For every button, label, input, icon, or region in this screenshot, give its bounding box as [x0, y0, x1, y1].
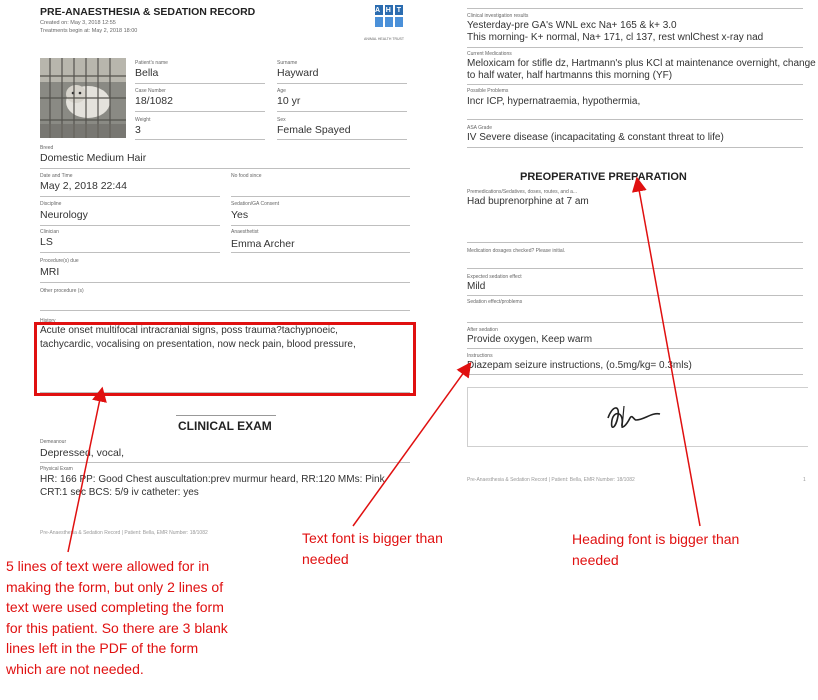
clin-inv-label: Clinical investigation results	[467, 13, 529, 19]
note-heading-font	[572, 529, 739, 570]
physical-exam-label: Physical Exam	[40, 466, 73, 472]
clin-inv-line-1: Yesterday-pre GA's WNL exc Na+ 165 & k+ 3.0	[467, 20, 677, 31]
arrow-to-text-font	[353, 368, 467, 526]
sex: Female Spayed	[277, 124, 351, 136]
weight-label: Weight	[135, 117, 151, 123]
note-line: which are not needed.	[6, 660, 144, 677]
asa-label: ASA Grade	[467, 125, 493, 131]
note-line: needed	[572, 551, 619, 568]
medications-line-1: Meloxicam for stifle dz, Hartmann's plus KCl at maintenance overnight, change	[467, 58, 816, 69]
note-line: text were used completing the form	[6, 599, 224, 615]
after-sedation: Provide oxygen, Keep warm	[467, 334, 593, 345]
case-number: 18/1082	[135, 95, 173, 107]
record-title: PRE-ANAESTHESIA & SEDATION RECORD	[40, 6, 256, 18]
right-page-footer: Pre-Anaesthesia & Sedation Record | Patient: Bella, EMR Number: 18/1082	[467, 477, 635, 483]
date-label: Date and Time	[40, 173, 73, 179]
history-label: History	[40, 318, 56, 324]
age: 10 yr	[277, 95, 301, 107]
problems-label: Possible Problems	[467, 88, 509, 94]
demeanour-label: Demeanour	[40, 439, 67, 445]
note-line: Heading font is bigger than	[572, 531, 740, 547]
aht-logo-subtitle: ANIMAL HEALTH TRUST	[364, 37, 404, 41]
dosage-check-label: Medication dosages checked? Please initial.	[467, 248, 566, 254]
history-line-1: Acute onset multifocal intracranial signs, poss trauma?tachypnoeic,	[40, 325, 338, 336]
after-sedation-label: After sedation	[467, 327, 498, 333]
patient-name: Bella	[135, 67, 159, 79]
patient-name-label: Patient's name	[135, 60, 168, 66]
created-date: Created on: May 3, 2018 12:55	[40, 20, 116, 26]
anaesthetist: Emma Archer	[231, 238, 295, 250]
preop-heading: PREOPERATIVE PREPARATION	[520, 171, 687, 183]
note-line: needed	[302, 550, 349, 567]
weight: 3	[135, 124, 141, 136]
consent-label: Sedation/GA Consent	[231, 201, 280, 207]
procedure-label: Procedure(s) due	[40, 258, 79, 264]
note-line: lines left in the PDF of the form	[6, 640, 199, 656]
other-procedure-label: Other procedure (s)	[40, 288, 84, 294]
arrow-to-heading	[638, 184, 700, 526]
note-unused-lines	[6, 556, 228, 679]
demeanour: Depressed, vocal,	[40, 447, 125, 459]
premed-label: Premedications/Sedatives, doses, routes, and a...	[467, 189, 578, 195]
no-food-label: No food since	[231, 173, 262, 179]
clinician: LS	[40, 236, 53, 248]
note-line: Text font is bigger than	[302, 530, 443, 546]
surname: Hayward	[277, 67, 319, 79]
medications-label: Current Medications	[467, 51, 512, 57]
procedure: MRI	[40, 266, 60, 278]
treatments-date: Treatments begin at: May 2, 2018 18:00	[40, 28, 138, 34]
clin-inv-line-2: This morning- K+ normal, Na+ 171, cl 137, rest wnlChest x-ray nad	[467, 32, 764, 43]
expected-effect: Mild	[467, 281, 486, 292]
sedation-problems-label: Sedation effect/problems	[467, 299, 523, 305]
breed-label: Breed	[40, 145, 54, 151]
discipline-label: Discipline	[40, 201, 62, 207]
premed: Had buprenorphine at 7 am	[467, 196, 589, 207]
instructions: Diazepam seizure instructions, (o.5mg/kg= 0.3mls)	[467, 360, 692, 371]
clinical-exam-heading: CLINICAL EXAM	[178, 419, 272, 433]
note-line: for this patient. So there are 3 blank	[6, 619, 228, 636]
expected-effect-label: Expected sedation effect	[467, 274, 522, 280]
case-number-label: Case Number	[135, 88, 166, 94]
physical-exam-line-2: CRT:1 sec BCS: 5/9 iv catheter: yes	[40, 487, 199, 498]
clinician-label: Clinician	[40, 229, 59, 235]
date-time: May 2, 2018 22:44	[40, 180, 127, 192]
note-line: making the form, but only 2 lines of	[6, 578, 224, 595]
arrow-to-history-box	[68, 394, 101, 552]
anaesthetist-label: Anaesthetist	[231, 229, 259, 235]
page-number: 1	[803, 477, 806, 483]
discipline: Neurology	[40, 209, 88, 221]
instructions-label: Instructions	[467, 353, 493, 359]
physical-exam-line-1: HR: 166 PP: Good Chest auscultation:prev murmur heard, RR:120 MMs: Pink	[40, 474, 385, 485]
medications-line-2: to half water, half hartmanns this morning (YF)	[467, 70, 673, 81]
age-label: Age	[277, 88, 286, 94]
note-text-font	[302, 528, 443, 569]
left-page-footer: Pre-Anaesthesia & Sedation Record | Patient: Bella, EMR Number: 18/1082	[40, 530, 208, 536]
note-line: 5 lines of text were allowed for in	[6, 558, 210, 574]
surname-label: Surname	[277, 60, 298, 66]
asa-grade: IV Severe disease (incapacitating & constant threat to life)	[467, 132, 724, 143]
consent: Yes	[231, 209, 249, 221]
history-line-2: tachycardic, vocalising on presentation, now neck pain, blood pressure,	[40, 339, 356, 350]
aht-logo-text: A H T	[374, 7, 404, 14]
sex-label: Sex	[277, 117, 286, 123]
breed: Domestic Medium Hair	[40, 152, 147, 164]
problems: Incr ICP, hypernatraemia, hypothermia,	[467, 96, 641, 107]
